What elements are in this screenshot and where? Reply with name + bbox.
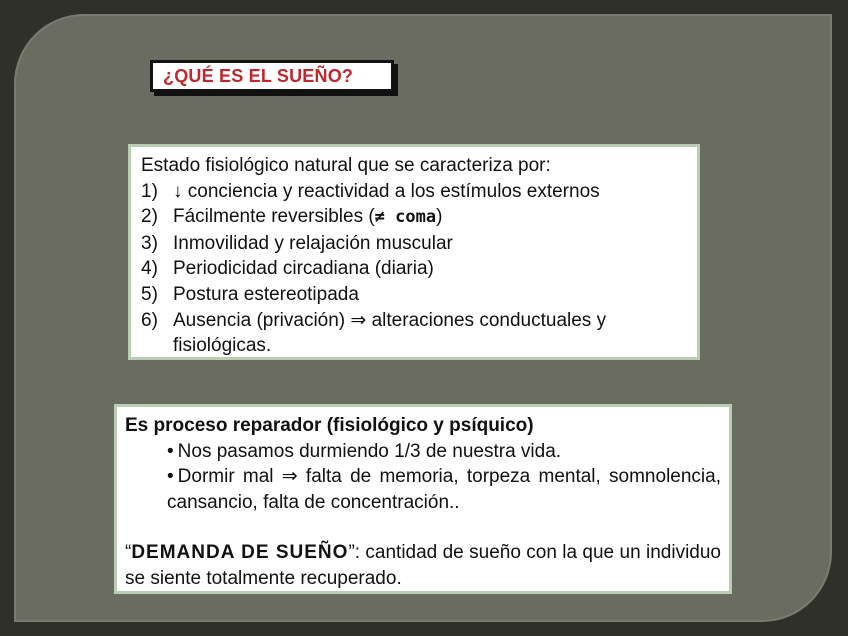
definition-box <box>128 144 700 360</box>
bullet-dot: • <box>167 466 174 488</box>
list-number: 2) <box>141 206 158 228</box>
bullet-text: Nos pasamos durmiendo 1/3 de nuestra vida. <box>177 440 562 462</box>
list-text-end: ) <box>436 206 443 228</box>
not-coma-text: ≠ coma <box>374 207 437 228</box>
list-item <box>141 256 687 282</box>
list-number: 5) <box>141 283 158 305</box>
definition-intro: Estado fisiológico natural que se caracteriza por: <box>141 155 551 176</box>
list-item <box>141 179 687 205</box>
bullet-dot: • <box>167 440 174 462</box>
list-number: 4) <box>141 258 158 280</box>
list-item <box>141 308 687 359</box>
bullet-item <box>125 464 721 515</box>
repair-heading: Es proceso reparador (fisiológico y psíquico) <box>125 415 534 436</box>
bullet-text: Dormir mal ⇒ falta de memoria, torpeza mental, somnolencia, cansancio, falta de concentración.. <box>167 466 721 513</box>
bullet-item <box>125 439 721 465</box>
open-quote: “ <box>125 542 132 564</box>
list-text: Inmovilidad y relajación muscular <box>173 232 453 254</box>
title-box <box>150 60 394 92</box>
list-item <box>141 231 687 257</box>
list-text: Postura estereotipada <box>173 283 359 305</box>
list-item <box>141 282 687 308</box>
list-text: Ausencia (privación) ⇒ alteraciones conductuales y fisiológicas. <box>173 309 607 357</box>
list-text: ↓ conciencia y reactividad a los estímulos externos <box>173 180 600 202</box>
repair-box <box>114 404 732 594</box>
demand-term: DEMANDA DE SUEÑO <box>131 542 349 564</box>
list-text: Periodicidad circadiana (diaria) <box>173 258 434 280</box>
demand-definition: ”: cantidad de sueño con la que un individuo se siente totalmente recuperado. <box>125 542 722 589</box>
characteristics-list <box>141 179 687 359</box>
list-number: 6) <box>141 309 158 331</box>
slide <box>14 14 832 622</box>
list-number: 3) <box>141 232 158 254</box>
demand-paragraph <box>125 540 721 591</box>
list-item <box>141 204 687 231</box>
spacer <box>125 515 721 540</box>
list-text: Fácilmente reversibles ( <box>173 206 375 228</box>
list-number: 1) <box>141 180 158 202</box>
slide-title: ¿QUÉ ES EL SUEÑO? <box>163 65 354 86</box>
